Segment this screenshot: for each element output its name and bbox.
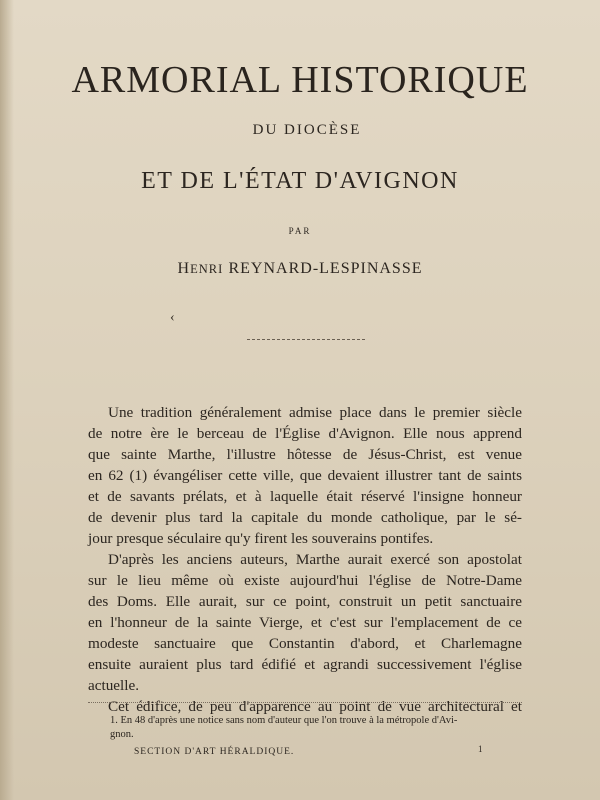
section-divider [247, 339, 365, 340]
body-line: ensuite auraient plus tard édifié et agrandi successivement l'église [88, 656, 522, 673]
footnote [110, 714, 530, 742]
body-line: que sainte Marthe, l'illustre hôtesse de Jésus-Christ, est venue [88, 446, 522, 463]
body-line: de devenir plus tard la capitale du monde catholique, par le sé- [88, 509, 522, 526]
printer-signature: 1 [478, 744, 483, 754]
author-first-rest: ENRI [190, 262, 224, 276]
author-surname: REYNARD-LESPINASSE [228, 260, 423, 277]
body-line: modeste sanctuaire que Constantin d'abord, et Charlemagne [88, 635, 522, 652]
body-line: jour presque séculaire qu'y firent les souverains pontifes. [88, 530, 434, 547]
subtitle-state: ET DE L'ÉTAT D'AVIGNON [141, 168, 459, 194]
subtitle-diocese: DU DIOCÈSE [252, 122, 362, 138]
footnote-text-continued: gnon. [110, 729, 134, 740]
body-line: en 62 (1) évangéliser cette ville, que devaient illustrer tant de saints [88, 467, 522, 484]
body-text [88, 402, 522, 717]
ink-mark: ‹ [170, 310, 175, 325]
body-line: Une tradition généralement admise place dans le premier siècle [108, 404, 522, 421]
footnote-divider [88, 702, 522, 703]
author-first-initial: H [177, 260, 191, 277]
body-line: D'après les anciens auteurs, Marthe aurait exercé son apostolat [108, 551, 522, 568]
body-line: en l'honneur de la sainte Vierge, et c'est sur l'emplacement de ce [88, 614, 522, 631]
author-name [0, 258, 600, 278]
body-line: sur le lieu même où existe aujourd'hui l'église de Notre-Dame [88, 572, 522, 589]
body-line: de notre ère le berceau de l'Église d'Avignon. Elle nous apprend [88, 425, 522, 442]
body-line: et de savants prélats, et à laquelle était réservé l'insigne honneur [88, 488, 522, 505]
body-line: actuelle. [88, 677, 140, 694]
par-label: PAR [288, 226, 312, 236]
footnote-text: 1. En 48 d'après une notice sans nom d'auteur que l'on trouve à la métropole d'Avi- [110, 715, 458, 726]
page-title: ARMORIAL HISTORIQUE [71, 59, 529, 101]
body-line: Cet édifice, de peu d'apparence au point de vue architectural et [108, 698, 522, 715]
footer-section-label: SECTION D'ART HÉRALDIQUE. [134, 747, 295, 757]
body-line: des Doms. Elle aurait, sur ce point, construit un petit sanctuaire [88, 593, 522, 610]
page-edge-shadow [0, 0, 14, 800]
